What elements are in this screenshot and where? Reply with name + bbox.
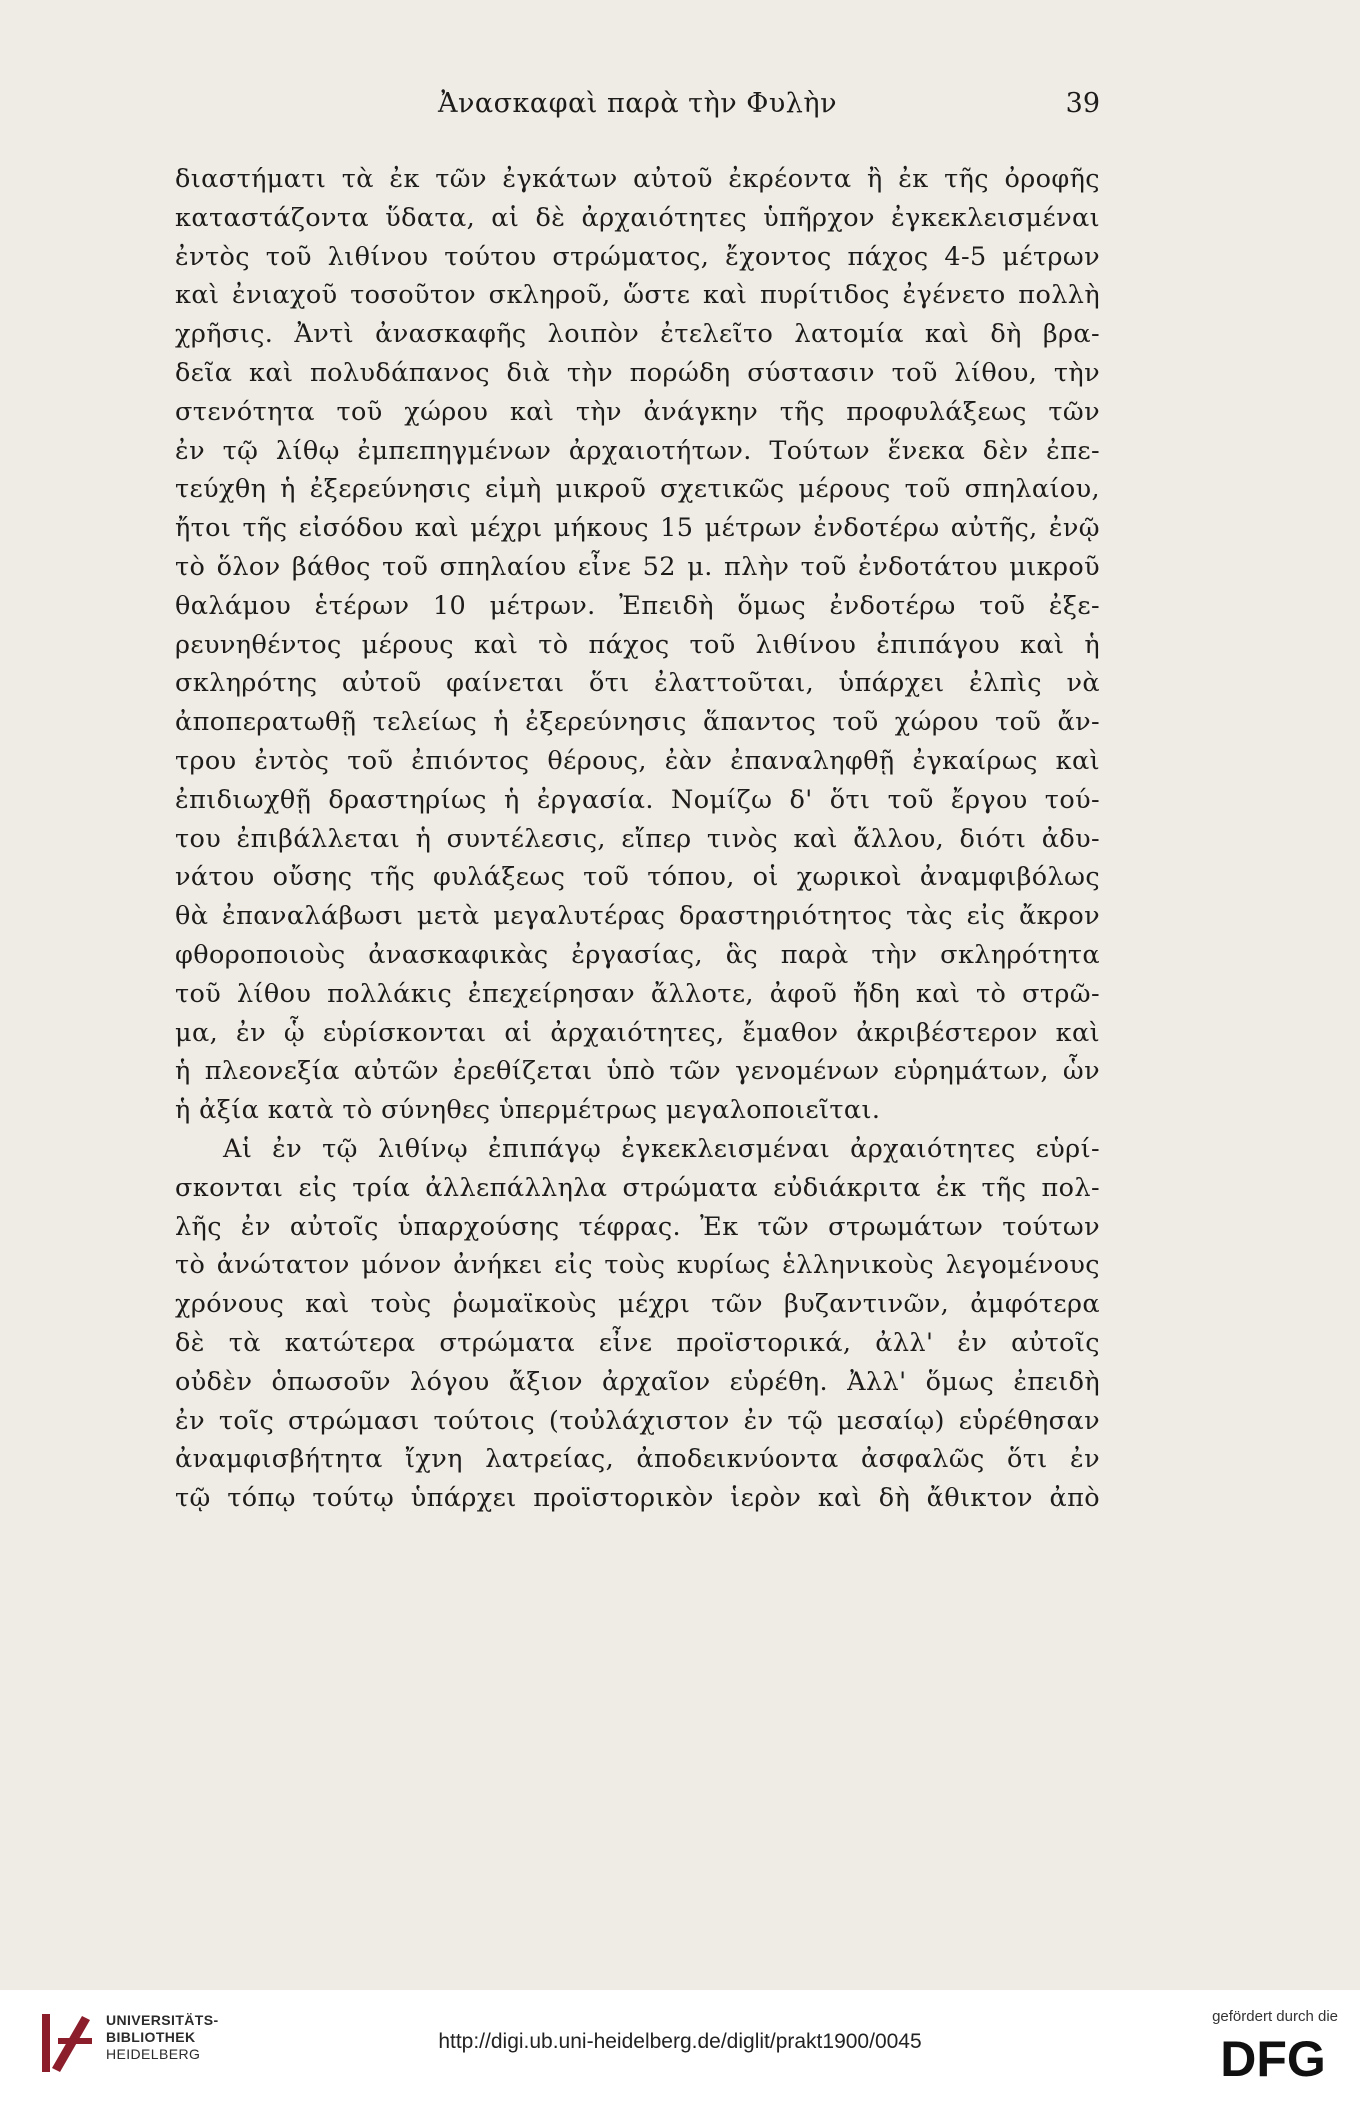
- body-text: [175, 160, 1100, 1518]
- text-line: φθοροποιοὺς ἀνασκαφικὰς ἐργασίας, ἃς παρὰ τὴν σκληρότητα: [175, 939, 1100, 970]
- text-line: σκληρότης αὐτοῦ φαίνεται ὅτι ἐλαττοῦται, ὑπάρχει ἐλπὶς νὰ: [175, 668, 1100, 699]
- running-head: [175, 88, 1100, 128]
- text-line: καταστάζοντα ὕδατα, αἱ δὲ ἀρχαιότητες ὑπῆρχον ἐγκεκλεισμέναι: [175, 202, 1100, 233]
- text-line: θαλάμου ἑτέρων 10 μέτρων. Ἐπειδὴ ὅμως ἐνδοτέρω τοῦ ἐξε-: [175, 590, 1100, 621]
- svg-text:DFG: DFG: [1220, 2032, 1326, 2082]
- digitization-footer: [0, 1990, 1360, 2101]
- text-line: τρου ἐντὸς τοῦ ἐπιόντος θέρους, ἐὰν ἐπαναληφθῇ ἐγκαίρως καὶ: [175, 745, 1100, 776]
- text-line: τεύχθη ἡ ἐξερεύνησις εἰμὴ μικροῦ σχετικῶς μέρους τοῦ σπηλαίου,: [175, 474, 1100, 505]
- university-library-logo-icon: [38, 2008, 98, 2078]
- text-line: ἐν τῷ λίθῳ ἐμπεπηγμένων ἀρχαιοτήτων. Τούτων ἕνεκα δὲν ἐπε-: [175, 435, 1100, 466]
- text-line: τὸ ὅλον βάθος τοῦ σπηλαίου εἶνε 52 μ. πλὴν τοῦ ἐνδοτάτου μικροῦ: [175, 551, 1100, 582]
- text-line: νάτου οὔσης τῆς φυλάξεως τοῦ τόπου, οἱ χωρικοὶ ἀναμφιβόλως: [175, 862, 1100, 893]
- dfg-logo-icon: [1208, 2032, 1338, 2082]
- text-line: χρῆσις. Ἀντὶ ἀνασκαφῆς λοιπὸν ἐτελεῖτο λατομία καὶ δὴ βρα-: [175, 319, 1100, 350]
- text-line: ἀποπερατωθῇ τελείως ἡ ἐξερεύνησις ἅπαντος τοῦ χώρου τοῦ ἄν-: [175, 707, 1100, 738]
- text-line: ἐπιδιωχθῇ δραστηρίως ἡ ἐργασία. Νομίζω δ' ὅτι τοῦ ἔργου τού-: [175, 784, 1100, 815]
- text-line: διαστήματι τὰ ἐκ τῶν ἐγκάτων αὐτοῦ ἐκρέοντα ἢ ἐκ τῆς ὀροφῆς: [175, 164, 1100, 194]
- text-line: ἡ πλεονεξία αὐτῶν ἐρεθίζεται ὑπὸ τῶν γενομένων εὑρημάτων, ὧν: [175, 1056, 1100, 1087]
- running-title: Ἀνασκαφαὶ παρὰ τὴν Φυλὴν: [437, 88, 838, 119]
- text-line: ἀναμφισβήτητα ἴχνη λατρείας, ἀποδεικνύοντα ἀσφαλῶς ὅτι ἐν: [175, 1444, 1100, 1475]
- text-line: θὰ ἐπαναλάβωσι μετὰ μεγαλυτέρας δραστηριότητος τὰς εἰς ἄκρον: [175, 901, 1100, 932]
- text-line: τὸ ἀνώτατον μόνον ἀνήκει εἰς τοὺς κυρίως ἑλληνικοὺς λεγομένους: [175, 1250, 1100, 1281]
- page-number: 39: [1065, 88, 1100, 119]
- text-line: τοῦ λίθου πολλάκις ἐπεχείρησαν ἄλλοτε, ἀφοῦ ἤδη καὶ τὸ στρῶ-: [175, 978, 1100, 1009]
- text-line-paragraph-start: Αἱ ἐν τῷ λιθίνῳ ἐπιπάγῳ ἐγκεκλεισμέναι ἀρχαιότητες εὑρί-: [223, 1133, 1100, 1164]
- text-line: τῷ τόπῳ τούτῳ ὑπάρχει προϊστορικὸν ἱερὸν καὶ δὴ ἄθικτον ἀπὸ: [175, 1483, 1100, 1514]
- text-line-paragraph-end: ἡ ἀξία κατὰ τὸ σύνηθες ὑπερμέτρως μεγαλοποιεῖται.: [175, 1095, 881, 1126]
- text-line: ἤτοι τῆς εἰσόδου καὶ μέχρι μήκους 15 μέτρων ἐνδοτέρω αὐτῆς, ἐνῷ: [175, 513, 1100, 544]
- text-line: δὲ τὰ κατώτερα στρώματα εἶνε προϊστορικά, ἀλλ' ἐν αὐτοῖς: [175, 1327, 1100, 1358]
- permalink-url[interactable]: http://digi.ub.uni-heidelberg.de/diglit/prakt1900/0045: [438, 2030, 922, 2053]
- text-line: μα, ἐν ᾧ εὑρίσκονται αἱ ἀρχαιότητες, ἔμαθον ἀκριβέστερον καὶ: [175, 1017, 1100, 1048]
- funding-note: gefördert durch die: [1212, 2008, 1338, 2025]
- text-line: δεῖα καὶ πολυδάπανος διὰ τὴν πορώδη σύστασιν τοῦ λίθου, τὴν: [175, 357, 1100, 388]
- text-line: καὶ ἐνιαχοῦ τοσοῦτον σκληροῦ, ὥστε καὶ πυρίτιδος ἐγένετο πολλὴ: [175, 280, 1100, 311]
- text-line: ρευνηθέντος μέρους καὶ τὸ πάχος τοῦ λιθίνου ἐπιπάγου καὶ ἡ: [175, 629, 1100, 660]
- text-line: χρόνους καὶ τοὺς ῥωμαϊκοὺς μέχρι τῶν βυζαντινῶν, ἀμφότερα: [175, 1289, 1100, 1320]
- text-line: ἐντὸς τοῦ λιθίνου τούτου στρώματος, ἔχοντος πάχος 4-5 μέτρων: [175, 241, 1100, 272]
- text-line: λῆς ἐν αὐτοῖς ὑπαρχούσης τέφρας. Ἐκ τῶν στρωμάτων τούτων: [175, 1211, 1100, 1242]
- text-line: του ἐπιβάλλεται ἡ συντέλεσις, εἴπερ τινὸς καὶ ἄλλου, διότι ἀδυ-: [175, 823, 1100, 854]
- text-line: ἐν τοῖς στρώμασι τούτοις (τοὐλάχιστον ἐν τῷ μεσαίῳ) εὑρέθησαν: [175, 1405, 1100, 1436]
- text-line: οὐδὲν ὁπωσοῦν λόγου ἄξιον ἀρχαῖον εὑρέθη. Ἀλλ' ὅμως ἐπειδὴ: [175, 1366, 1100, 1397]
- library-name: UNIVERSITÄTS- BIBLIOTHEK HEIDELBERG: [106, 2012, 219, 2062]
- text-line: στενότητα τοῦ χώρου καὶ τὴν ἀνάγκην τῆς προφυλάξεως τῶν: [175, 396, 1100, 427]
- text-line: σκονται εἰς τρία ἀλλεπάλληλα στρώματα εὐδιάκριτα ἐκ τῆς πολ-: [175, 1172, 1100, 1203]
